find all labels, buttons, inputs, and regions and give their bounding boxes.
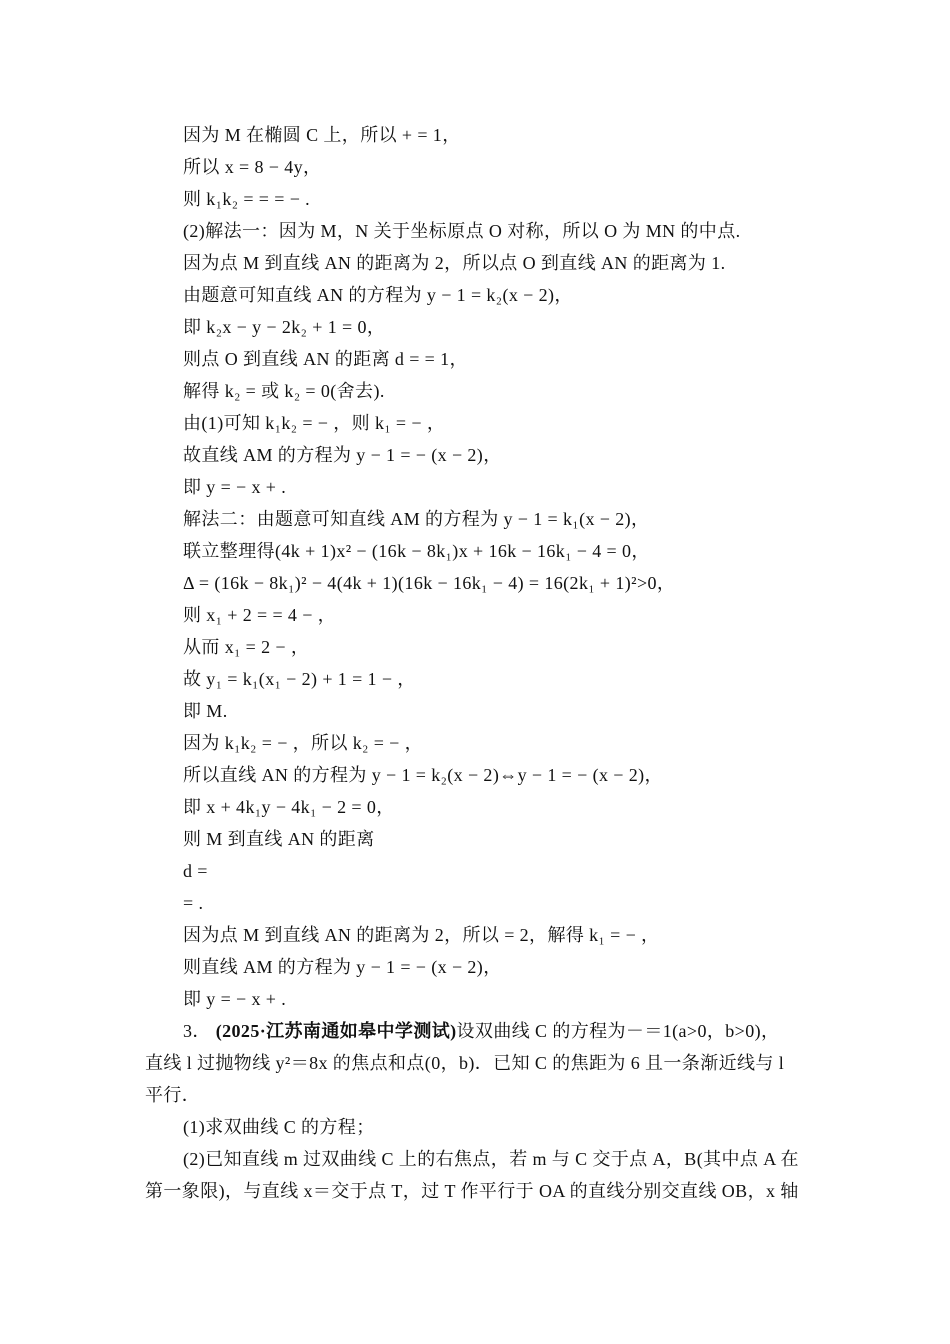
solution-line: 因为 k₁k₂ = − ，所以 k₂ = − ， <box>183 733 424 753</box>
solution-line: 从而 x₁ = 2 − ， <box>183 637 310 657</box>
solution-line: 则直线 AM 的方程为 y − 1 = − (x − 2)， <box>183 957 502 977</box>
solution-line: Δ = (16k − 8k₁)² − 4(4k + 1)(16k − 16k₁ − 4) = 16(2k₁ + 1)²>0， <box>183 573 676 593</box>
solution-line: 因为点 M 到直线 AN 的距离为 2，所以点 O 到直线 AN 的距离为 1. <box>183 253 726 273</box>
problem-3-part-2-line-1: (2)已知直线 m 过双曲线 C 上的右焦点，若 m 与 C 交于点 A，B(其中点 A 在 <box>183 1149 799 1169</box>
solution-line: 联立整理得(4k + 1)x² − (16k − 8k₁)x + 16k − 16k₁ − 4 = 0， <box>183 541 650 561</box>
solution-line: 即 y = − x + . <box>183 477 287 497</box>
problem-source: (2025·江苏南通如皋中学测试) <box>215 1021 457 1041</box>
solution-line: 即 k₂x − y − 2k₂ + 1 = 0， <box>183 317 386 337</box>
problem-3-part-1: (1)求双曲线 C 的方程； <box>183 1117 375 1137</box>
solution-line: 所以 x = 8 − 4y， <box>183 157 322 177</box>
problem-text: 设双曲线 C 的方程为－＝1(a>0，b>0)， <box>456 1021 780 1041</box>
solution-line: 故 y₁ = k₁(x₁ − 2) + 1 = 1 − ， <box>183 669 416 689</box>
solution-line: 即 x + 4k₁y − 4k₁ − 2 = 0， <box>183 797 395 817</box>
solution-line: 即 M. <box>183 701 228 721</box>
problem-3-line-1 <box>145 1015 848 1047</box>
solution-line: d = <box>183 861 208 881</box>
solution-line: 解得 k₂ = 或 k₂ = 0(舍去). <box>183 381 385 401</box>
solution-line: 则点 O 到直线 AN 的距离 d = = 1， <box>183 349 468 369</box>
problem-number: 3． <box>183 1021 211 1041</box>
problem-3-line-3: 平行． <box>145 1085 201 1105</box>
solution-line: 则 x₁ + 2 = = 4 − ， <box>183 605 337 625</box>
solution-line: 即 y = − x + . <box>183 989 287 1009</box>
problem-3-line-2: 直线 l 过抛物线 y²＝8x 的焦点和点(0，b)．已知 C 的焦距为 6 且一条渐近线与 l <box>145 1053 785 1073</box>
solution-line: 由(1)可知 k₁k₂ = − ，则 k₁ = − ， <box>183 413 446 433</box>
solution-line: 解法二：由题意可知直线 AM 的方程为 y − 1 = k₁(x − 2)， <box>183 509 650 529</box>
solution-line: = . <box>183 893 204 913</box>
solution-line: 由题意可知直线 AN 的方程为 y − 1 = k₂(x − 2)， <box>183 285 573 305</box>
problem-3-part-2-line-2: 第一象限)，与直线 x＝交于点 T，过 T 作平行于 OA 的直线分别交直线 OB，x 轴 <box>145 1181 799 1201</box>
solution-line: 则 k₁k₂ = = = − . <box>183 189 311 209</box>
solution-line: 所以直线 AN 的方程为 y − 1 = k₂(x − 2)⇔y − 1 = − (x − 2)， <box>183 765 663 785</box>
solution-line: 因为 M 在椭圆 C 上，所以 + = 1， <box>183 125 461 145</box>
solution-line: 因为点 M 到直线 AN 的距离为 2，所以 = 2，解得 k₁ = − ， <box>183 925 660 945</box>
solution-line: 则 M 到直线 AN 的距离 <box>183 829 375 849</box>
solution-line: (2)解法一：因为 M，N 关于坐标原点 O 对称，所以 O 为 MN 的中点. <box>183 221 741 241</box>
solution-line: 故直线 AM 的方程为 y − 1 = − (x − 2)， <box>183 445 502 465</box>
